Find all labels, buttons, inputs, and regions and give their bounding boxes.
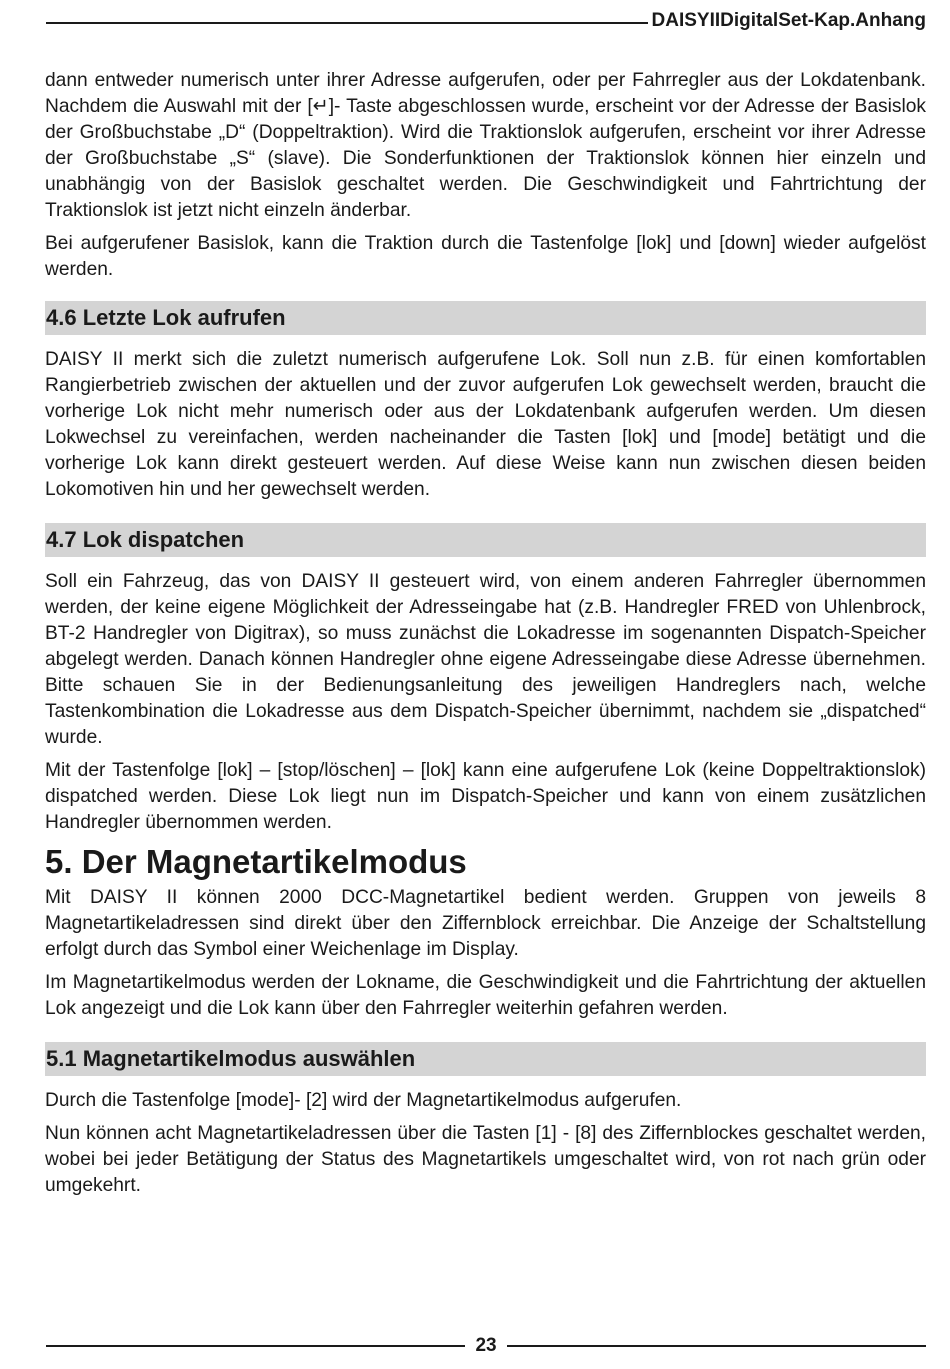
chapter-heading-5: 5. Der Magnetartikelmodus [45, 843, 467, 880]
paragraph: Mit der Tastenfolge [lok] – [stop/löschen] – [lok] kann eine aufgerufene Lok (keine Doppeltraktionslok) dispatched werden. Diese Lok liegt nun im Dispatch-Speicher und kann von einem zusätzlichen Handregler übernommen werden. [45, 760, 926, 833]
footer-rule-right [507, 1345, 926, 1347]
page-content [45, 68, 926, 1206]
section-heading-5-1: 5.1 Magnetartikelmodus auswählen [45, 1042, 926, 1076]
section-heading-4-6: 4.6 Letzte Lok aufrufen [45, 301, 926, 335]
header-rule [46, 22, 648, 24]
paragraph: Nun können acht Magnetartikeladressen über die Tasten [1] - [8] des Ziffernblockes geschaltet werden, wobei bei jeder Betätigung der Status des Magnetartikels umgeschaltet wird, von rot nach grün oder umgekehrt. [45, 1123, 926, 1196]
page-number: 23 [475, 1335, 497, 1356]
section-heading-4-7: 4.7 Lok dispatchen [45, 523, 926, 557]
paragraph: Soll ein Fahrzeug, das von DAISY II gesteuert wird, von einem anderen Fahrregler übernommen werden, der keine eigene Möglichkeit der Adresseingabe hat (z.B. Handregler FRED von Uhlenbrock, BT-2 Handregler von Digitrax), so muss zunächst die Lokadresse im sogenannten Dispatch-Speicher abgelegt werden. Danach können Handregler ohne eigene Adresseingabe diese Adresse übernehmen. Bitte schauen Sie in der Bedienungsanleitung des jeweiligen Handreglers nach, welche Tastenkombination die Lokadresse aus dem Dispatch-Speicher übernimmt, nachdem sie „dispatched“ wurde. [45, 571, 926, 748]
paragraph: Bei aufgerufener Basislok, kann die Traktion durch die Tastenfolge [lok] und [down] wieder aufgelöst werden. [45, 233, 926, 280]
header-title: DAISYIIDigitalSet-Kap.Anhang [651, 10, 926, 31]
paragraph: Durch die Tastenfolge [mode]- [2] wird der Magnetartikelmodus aufgerufen. [45, 1090, 682, 1111]
paragraph: Mit DAISY II können 2000 DCC-Magnetartikel bedient werden. Gruppen von jeweils 8 Magnetartikeladressen sind direkt über den Ziffernblock erreichbar. Die Anzeige der Schaltstellung erfolgt durch das Symbol einer Weichenlage im Display. [45, 887, 926, 960]
paragraph: dann entweder numerisch unter ihrer Adresse aufgerufen, oder per Fahrregler aus der Lokdatenbank. Nachdem die Auswahl mit der [↵]- Taste abgeschlossen wurde, erscheint vor der Adresse der Basislok der Großbuchstabe „D“ (Doppeltraktion). Wird die Traktionslok aufgerufen, erscheint vor ihrer Adresse der Großbuchstabe „S“ (slave). Die Sonderfunktionen der Traktionslok können hier einzeln und unabhängig von der Basislok geschaltet werden. Die Geschwindigkeit und Fahrtrichtung der Traktionslok ist jetzt nicht einzeln änderbar. [45, 70, 926, 221]
paragraph: DAISY II merkt sich die zuletzt numerisch aufgerufene Lok. Soll nun z.B. für einen komfortablen Rangierbetrieb zwischen der aktuellen und der zuvor aufgerufen Lok gewechselt werden, braucht die vorherige Lok nicht mehr numerisch oder aus der Lokdatenbank aufgerufen werden. Um diesen Lokwechsel zu vereinfachen, werden nacheinander die Tasten [lok] und [mode] betätigt und die vorherige Lok kann direkt gesteuert werden. Auf diese Weise kann nun zwischen diesen beiden Lokomotiven hin und her gewechselt werden. [45, 349, 926, 500]
page-footer [46, 1334, 926, 1358]
footer-rule-left [46, 1345, 465, 1347]
page-header [46, 8, 926, 34]
paragraph: Im Magnetartikelmodus werden der Lokname, die Geschwindigkeit und die Fahrtrichtung der aktuellen Lok angezeigt und die Lok kann über den Fahrregler weiterhin gefahren werden. [45, 972, 926, 1019]
